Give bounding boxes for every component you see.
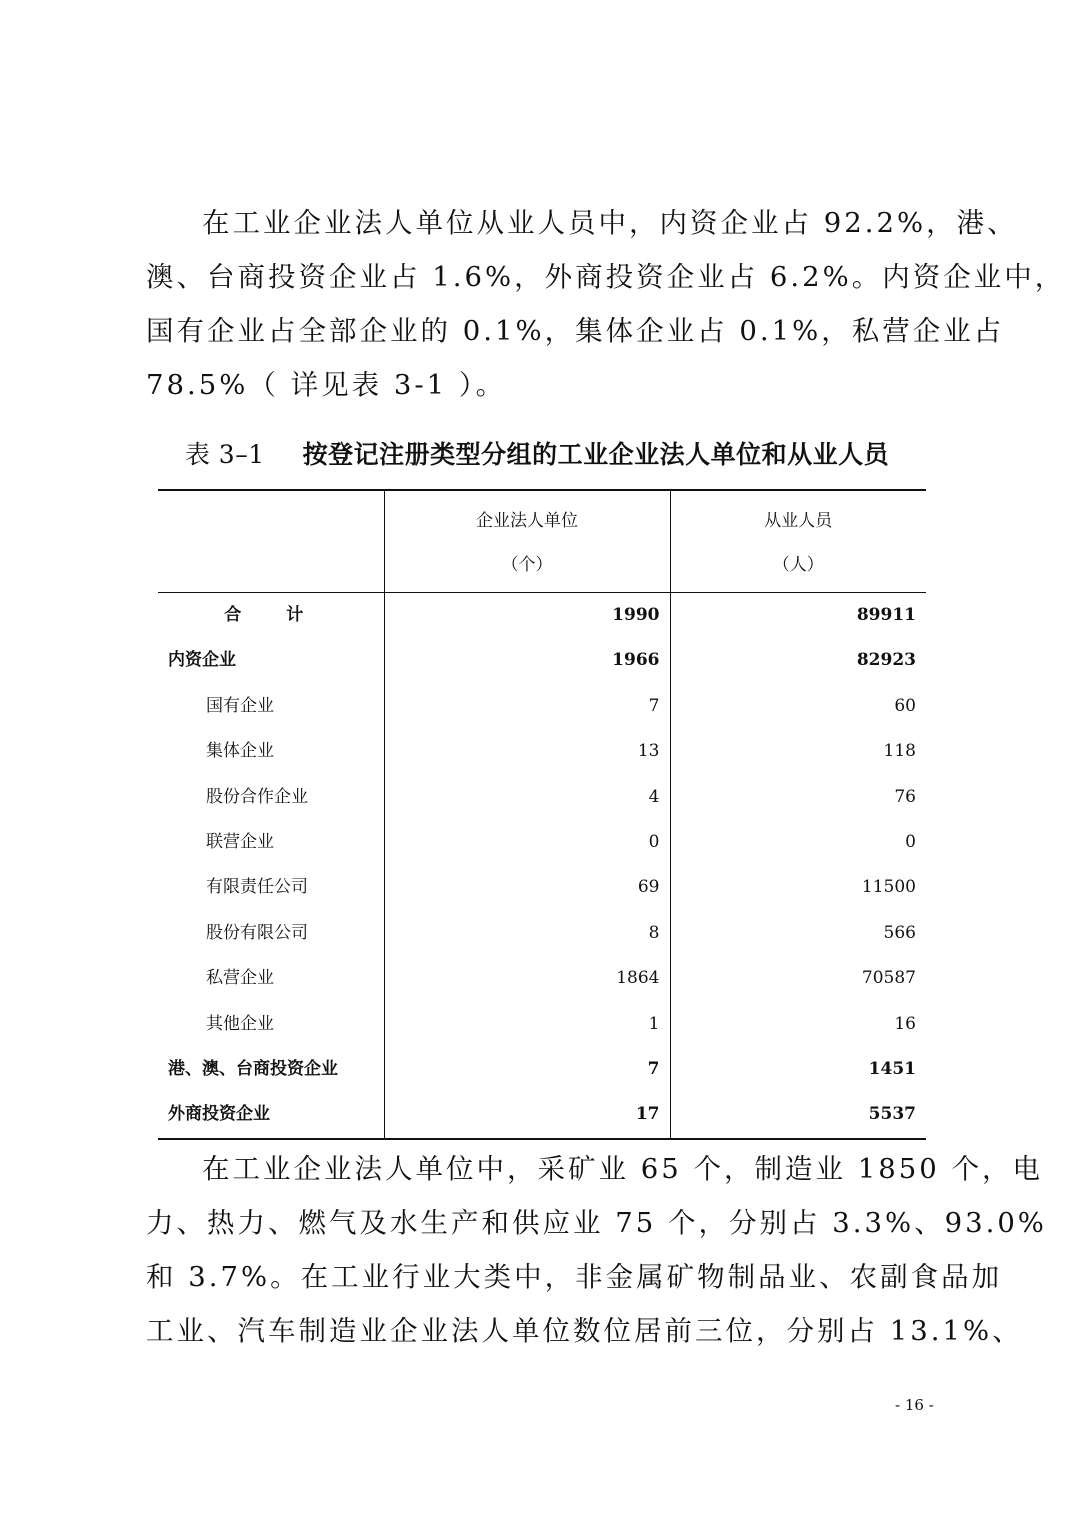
- row-units: 13: [384, 729, 670, 774]
- intro-paragraph: [146, 196, 1066, 412]
- paragraph-line: 工业、汽车制造业企业法人单位数位居前三位，分别占 13.1%、: [146, 1315, 1023, 1347]
- header-employees-unit: （人）: [772, 555, 824, 575]
- row-units: 1: [384, 1002, 670, 1047]
- table-caption: [0, 432, 1074, 478]
- row-label: 合 计: [224, 605, 318, 625]
- row-units: 7: [384, 684, 670, 729]
- row-employees: 89911: [670, 593, 926, 639]
- row-employees: 566: [670, 911, 926, 956]
- row-employees: 5537: [670, 1092, 926, 1138]
- paragraph-line: 78.5%（ 详见表 3-1 ）。: [146, 369, 507, 401]
- row-units: 69: [384, 865, 670, 910]
- table-row: [158, 865, 926, 910]
- paragraph-line: 力、热力、燃气及水生产和供应业 75 个，分别占 3.3%、93.0%: [146, 1207, 1047, 1239]
- table-row: [158, 775, 926, 820]
- table-row: [158, 820, 926, 865]
- table-row: [158, 684, 926, 729]
- row-employees: 70587: [670, 956, 926, 1001]
- paragraph-line: 和 3.7%。在工业行业大类中，非金属矿物制品业、农副食品加: [146, 1261, 1003, 1293]
- row-label: 股份合作企业: [206, 786, 308, 807]
- table-row-total: [158, 593, 926, 639]
- row-units: 7: [384, 1047, 670, 1092]
- row-employees: 11500: [670, 865, 926, 910]
- row-label: 其他企业: [206, 1013, 274, 1034]
- row-employees: 0: [670, 820, 926, 865]
- row-units: 1990: [384, 593, 670, 639]
- row-employees: 82923: [670, 638, 926, 683]
- row-label: 内资企业: [168, 650, 236, 671]
- row-units: 1864: [384, 956, 670, 1001]
- row-units: 4: [384, 775, 670, 820]
- paragraph-line: 国有企业占全部企业的 0.1%，集体企业占 0.1%，私营企业占: [146, 315, 1005, 347]
- row-units: 8: [384, 911, 670, 956]
- row-label: 外商投资企业: [168, 1104, 270, 1125]
- header-units-unit: （个）: [501, 555, 553, 575]
- row-units: 17: [384, 1092, 670, 1138]
- table-title: 按登记注册类型分组的工业企业法人单位和从业人员: [302, 440, 890, 469]
- table-row: [158, 729, 926, 774]
- table-row: [158, 1047, 926, 1092]
- industry-paragraph: [146, 1142, 1047, 1358]
- table-row: [158, 638, 926, 683]
- row-employees: 60: [670, 684, 926, 729]
- paragraph-line: 在工业企业法人单位从业人员中，内资企业占 92.2%，港、: [202, 207, 1018, 239]
- row-label: 集体企业: [206, 741, 274, 762]
- row-label: 港、澳、台商投资企业: [168, 1059, 338, 1080]
- row-label: 私营企业: [206, 968, 274, 989]
- paragraph-line: 在工业企业法人单位中，采矿业 65 个，制造业 1850 个，电: [202, 1153, 1043, 1185]
- header-units: [384, 490, 670, 593]
- table-row: [158, 911, 926, 956]
- row-employees: 16: [670, 1002, 926, 1047]
- header-empty-cell: [158, 490, 384, 593]
- row-label: 有限责任公司: [206, 877, 308, 898]
- page-number: - 16 -: [895, 1396, 934, 1414]
- table-header-row: [158, 490, 926, 593]
- row-employees: 1451: [670, 1047, 926, 1092]
- table-row: [158, 1092, 926, 1138]
- row-label: 联营企业: [206, 832, 274, 853]
- row-label: 股份有限公司: [206, 922, 308, 943]
- row-employees: 118: [670, 729, 926, 774]
- header-employees-label: 从业人员: [764, 511, 833, 531]
- row-employees: 76: [670, 775, 926, 820]
- header-units-label: 企业法人单位: [476, 511, 578, 531]
- table-number: 表 3–1: [184, 440, 265, 469]
- row-units: 0: [384, 820, 670, 865]
- table-row: [158, 1002, 926, 1047]
- registration-type-table: [158, 489, 926, 1140]
- header-employees: [670, 490, 926, 593]
- table-row: [158, 956, 926, 1001]
- row-units: 1966: [384, 638, 670, 683]
- paragraph-line: 澳、台商投资企业占 1.6%，外商投资企业占 6.2%。内资企业中，: [146, 261, 1066, 293]
- row-label: 国有企业: [206, 695, 274, 716]
